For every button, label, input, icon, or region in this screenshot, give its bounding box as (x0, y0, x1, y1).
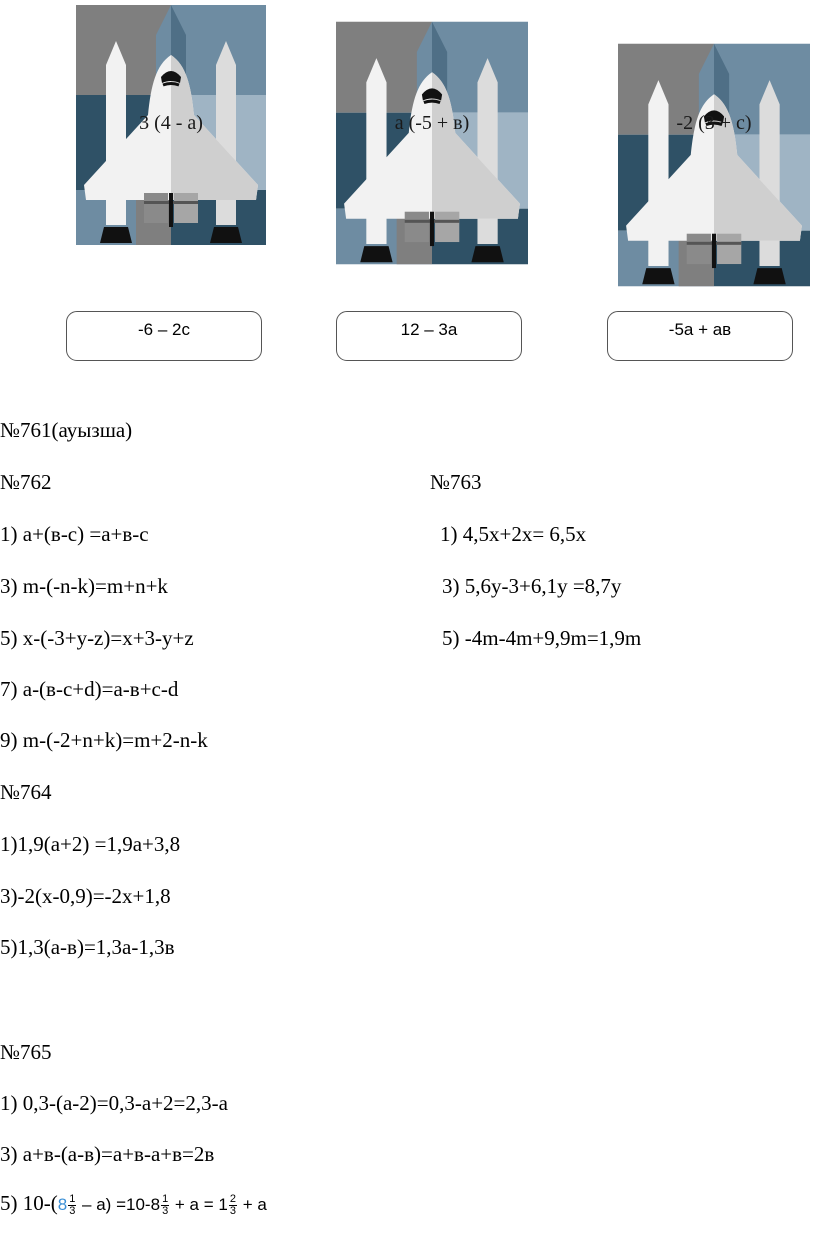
fraction-numerator: 1 (162, 1192, 169, 1205)
fraction (229, 1194, 237, 1217)
task-764-heading: №764 (0, 780, 52, 804)
rocket-icon (336, 18, 528, 268)
task-762-heading: №762 (0, 470, 52, 494)
task-762-line-3: 3) m-(-n-k)=m+n+k (0, 574, 168, 598)
mixed-number-whole: 8 (150, 1195, 161, 1214)
rocket-expression: 3 (4 - а) (139, 112, 203, 134)
mixed-number-whole: 8 (57, 1195, 68, 1214)
task-765-heading: №765 (0, 1040, 52, 1064)
fraction (161, 1194, 169, 1217)
task-764-line-5: 5)1,3(а-в)=1,3а-1,3в (0, 935, 175, 959)
answer-box-1: -6 – 2с (66, 311, 262, 361)
rocket-icon (618, 40, 810, 290)
fraction (68, 1194, 76, 1217)
task-763-line-5: 5) -4m-4m+9,9m=1,9m (442, 626, 642, 650)
expr-part: + а (237, 1195, 267, 1214)
task-762-line-1: 1) а+(в-с) =а+в-с (0, 522, 149, 546)
rocket-card-1 (76, 0, 266, 250)
task-763-heading: №763 (430, 470, 482, 494)
task-762-line-5: 5) x-(-3+у-z)=x+3-у+z (0, 626, 194, 650)
rocket-card-2 (336, 18, 528, 268)
expr-part: =10- (111, 1195, 151, 1214)
fraction-denominator: 3 (69, 1204, 76, 1217)
answer-box-2: 12 – 3а (336, 311, 522, 361)
task-765-line-1: 1) 0,3-(а-2)=0,3-а+2=2,3-а (0, 1091, 228, 1115)
task-765-line-5 (0, 1191, 267, 1217)
task-763-line-1: 1) 4,5х+2х= 6,5х (440, 522, 587, 546)
expr-part: + а = 1 (170, 1195, 228, 1214)
task-762-line-7: 7) а-(в-с+d)=а-в+с-d (0, 677, 179, 701)
task-761-heading: №761(ауызша) (0, 418, 133, 442)
fraction-denominator: 3 (229, 1204, 236, 1217)
rocket-expression: -2 (3 + с) (676, 112, 752, 134)
task-764-line-1: 1)1,9(а+2) =1,9а+3,8 (0, 832, 181, 856)
fraction-numerator: 2 (229, 1192, 236, 1205)
expr-part: – а) (77, 1195, 112, 1214)
task-762-line-9: 9) m-(-2+n+k)=m+2-n-k (0, 728, 208, 752)
fraction-denominator: 3 (162, 1204, 169, 1217)
rocket-expression: а (-5 + в) (394, 112, 470, 134)
answer-box-3: -5а + ав (607, 311, 793, 361)
task-765-line-3: 3) а+в-(а-в)=а+в-а+в=2в (0, 1142, 215, 1166)
rocket-card-3 (618, 40, 810, 290)
task-764-line-3: 3)-2(х-0,9)=-2х+1,8 (0, 884, 171, 908)
task-763-line-3: 3) 5,6у-3+6,1у =8,7у (442, 574, 622, 598)
fraction-numerator: 1 (69, 1192, 76, 1205)
expr-part: 5) 10-( (0, 1191, 58, 1215)
